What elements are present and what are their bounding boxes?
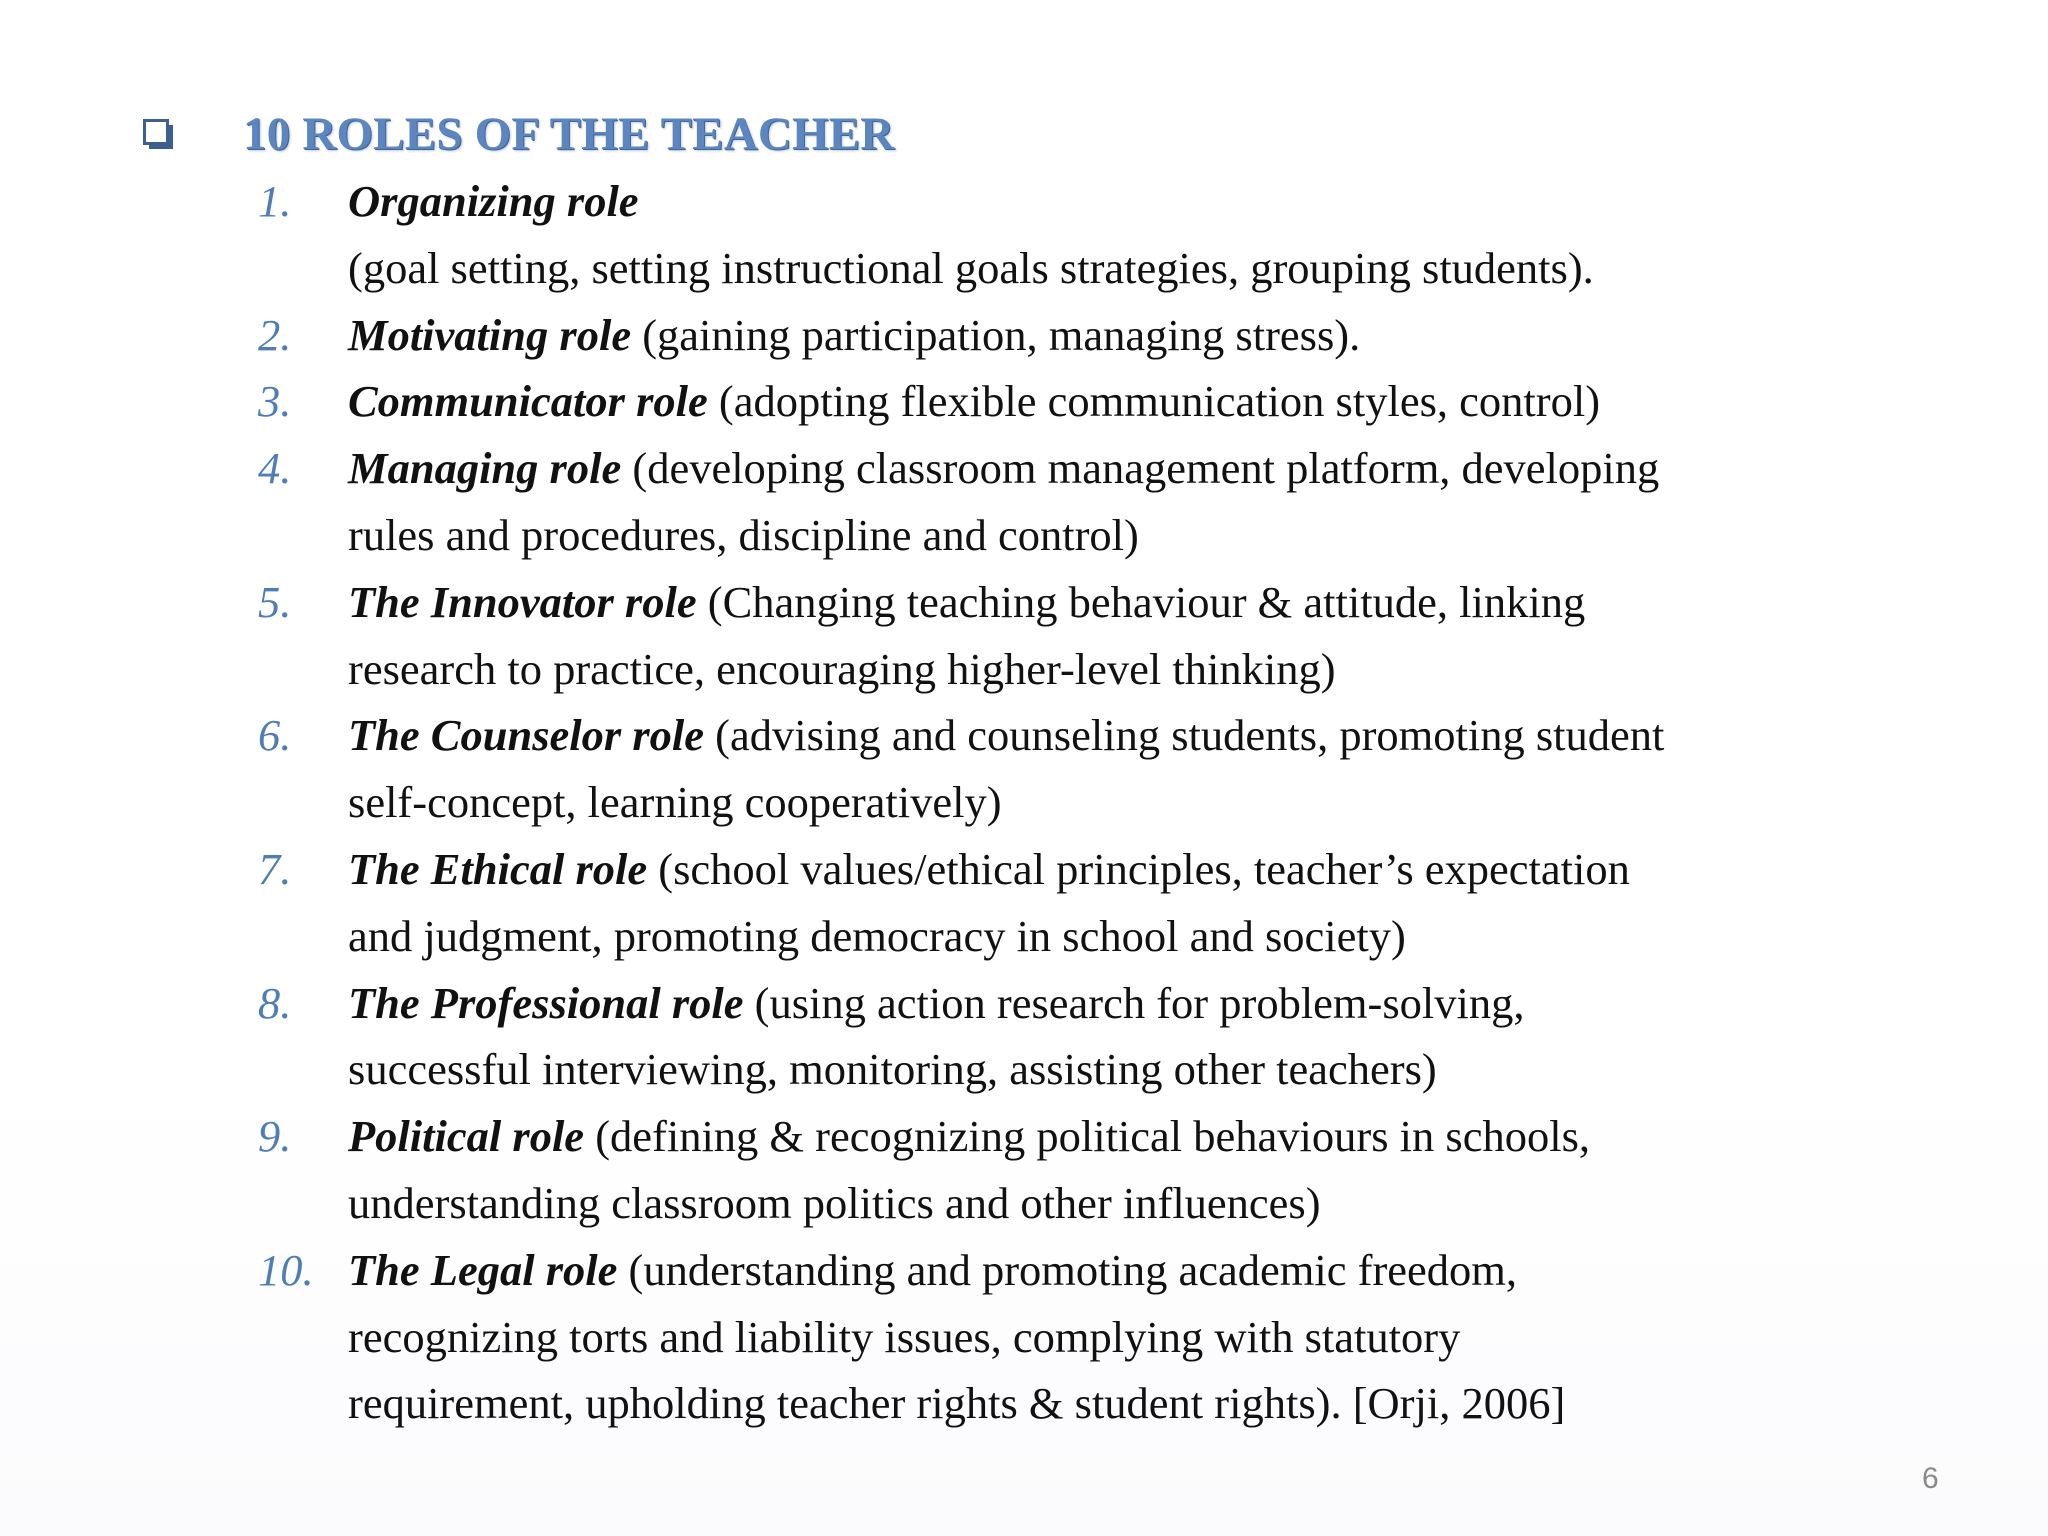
- checkbox-icon-box: [143, 119, 169, 145]
- heading-row: [143, 104, 894, 164]
- role-title: The Professional role: [348, 977, 744, 1028]
- role-item: [258, 569, 1858, 703]
- role-line: [348, 435, 1858, 502]
- role-title: The Legal role: [348, 1244, 618, 1295]
- role-item: [258, 836, 1858, 970]
- role-number: 5.: [258, 576, 292, 627]
- role-line: self-concept, learning cooperatively): [348, 777, 1002, 828]
- slide-heading: 10 ROLES OF THE TEACHER: [243, 108, 895, 160]
- role-number: 2.: [258, 309, 292, 360]
- role-line: [348, 368, 1858, 435]
- role-line: (goal setting, setting instructional goals strategies, grouping students).: [348, 242, 1594, 293]
- role-title: The Innovator role: [348, 576, 697, 627]
- role-line: rules and procedures, discipline and control): [348, 509, 1139, 560]
- role-description: (school values/ethical principles, teacher’s expectation: [647, 843, 1630, 894]
- role-line: requirement, upholding teacher rights & student rights). [Orji, 2006]: [348, 1378, 1566, 1429]
- role-item: [258, 368, 1858, 435]
- role-line: research to practice, encouraging higher-level thinking): [348, 643, 1336, 694]
- role-line: [348, 569, 1858, 636]
- role-description: (adopting flexible communication styles, control): [707, 376, 1601, 427]
- role-line: [348, 836, 1858, 903]
- role-line: [348, 1237, 1858, 1304]
- role-title: Communicator role: [348, 376, 708, 427]
- role-title: Motivating role: [348, 309, 632, 360]
- role-description: (defining & recognizing political behaviours in schools,: [584, 1111, 1591, 1162]
- checkbox-icon: [143, 119, 173, 149]
- role-description: (advising and counseling students, promoting student: [704, 710, 1665, 761]
- role-number: 6.: [258, 710, 292, 761]
- role-title: Managing role: [348, 443, 622, 494]
- role-item: [258, 435, 1858, 569]
- role-line: [348, 702, 1858, 769]
- role-line: and judgment, promoting democracy in school and society): [348, 910, 1406, 961]
- role-line: [348, 970, 1858, 1037]
- role-number: 7.: [258, 843, 292, 894]
- role-item: [258, 1237, 1858, 1437]
- role-line: [348, 1103, 1858, 1170]
- role-line: recognizing torts and liability issues, complying with statutory: [348, 1311, 1461, 1362]
- role-item: [258, 702, 1858, 836]
- role-item: [258, 302, 1858, 369]
- role-line: [348, 168, 1858, 235]
- role-description: (gaining participation, managing stress).: [631, 309, 1361, 360]
- role-item: [258, 1103, 1858, 1237]
- role-description: (developing classroom management platform, developing: [621, 443, 1660, 494]
- role-description: (Changing teaching behaviour & attitude, linking: [696, 576, 1586, 627]
- role-number: 1.: [258, 176, 292, 226]
- role-line: [348, 302, 1858, 369]
- role-line: successful interviewing, monitoring, assisting other teachers): [348, 1044, 1437, 1095]
- role-number: 3.: [258, 376, 292, 427]
- page-number: 6: [1922, 1462, 1939, 1495]
- role-number: 10.: [258, 1244, 314, 1295]
- role-item: [258, 168, 1858, 302]
- role-title: The Counselor role: [348, 710, 705, 761]
- role-number: 4.: [258, 443, 292, 494]
- role-title: Organizing role: [348, 176, 639, 226]
- role-number: 8.: [258, 977, 292, 1028]
- role-line: understanding classroom politics and other influences): [348, 1177, 1321, 1228]
- role-number: 9.: [258, 1111, 292, 1162]
- role-title: The Ethical role: [348, 843, 648, 894]
- role-title: Political role: [348, 1111, 585, 1162]
- role-description: (using action research for problem-solving,: [743, 977, 1525, 1028]
- role-description: (understanding and promoting academic freedom,: [617, 1244, 1518, 1295]
- roles-list: [258, 168, 1858, 1437]
- role-item: [258, 970, 1858, 1104]
